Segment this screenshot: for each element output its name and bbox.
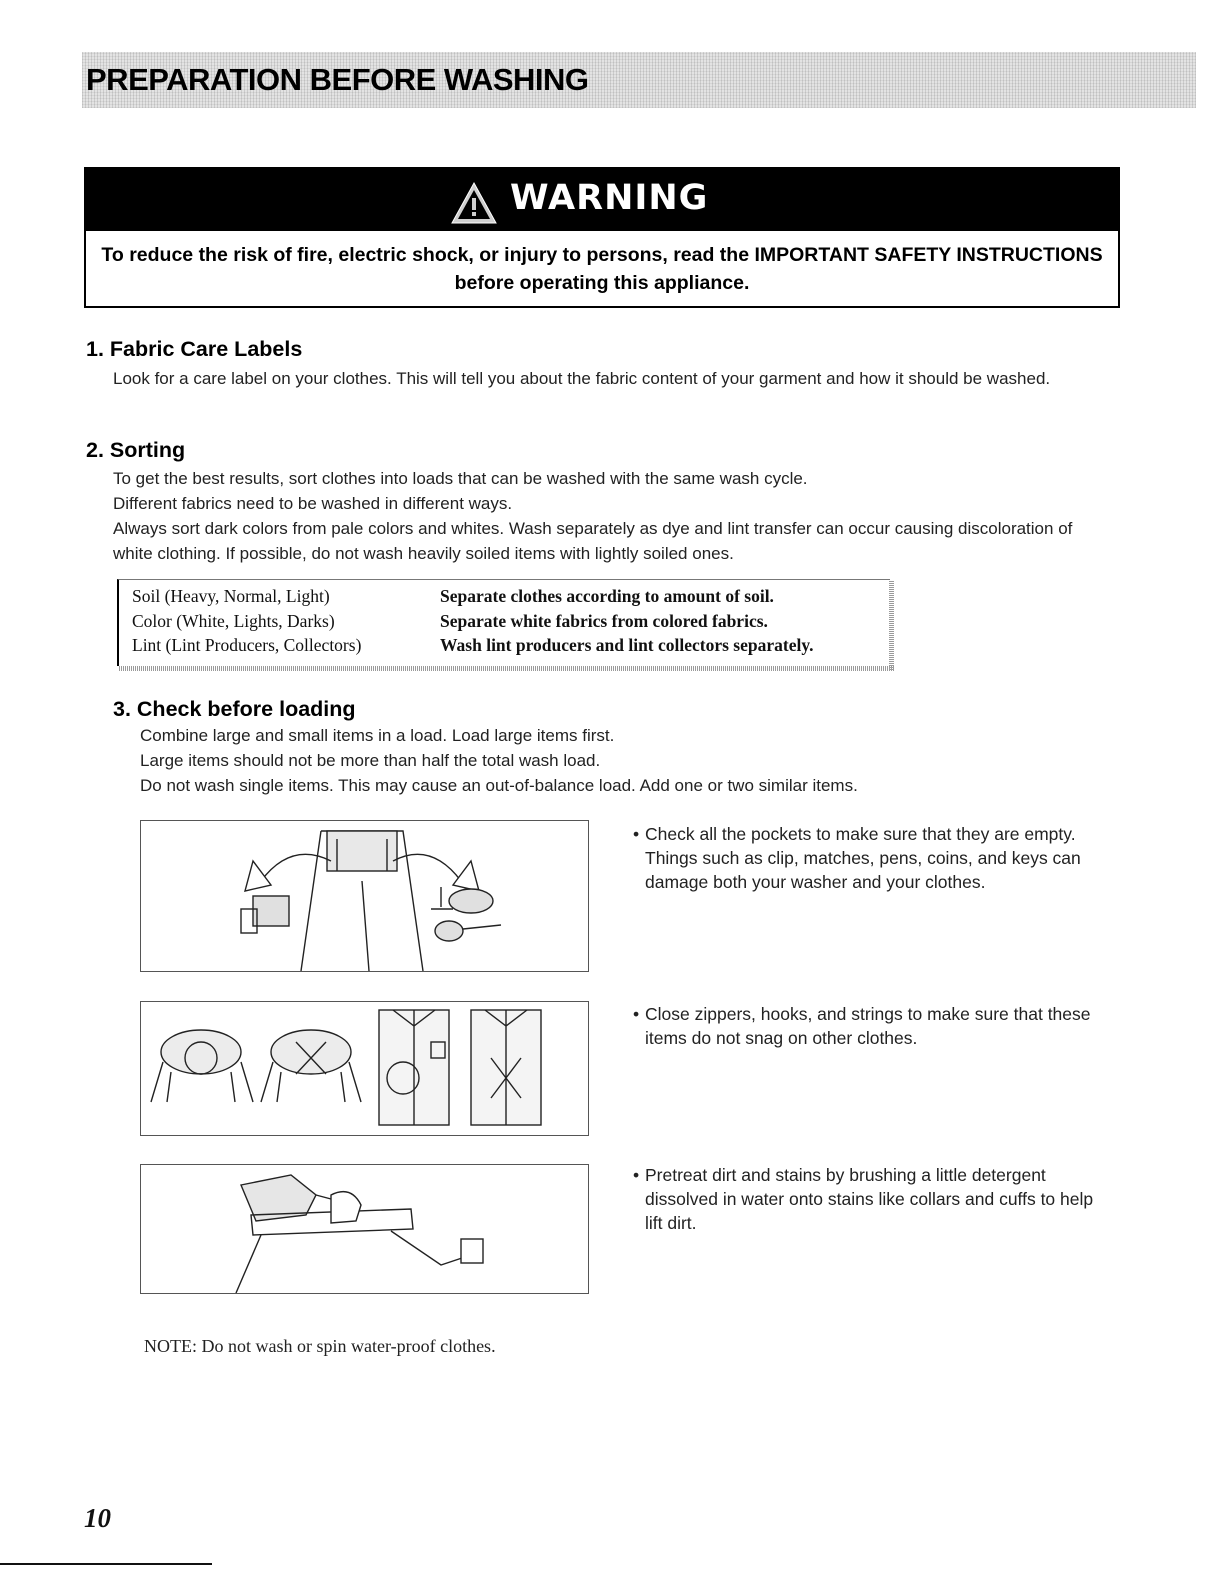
bullet-item <box>633 1163 1105 1235</box>
bullet-item <box>633 822 1105 894</box>
section-heading-check-loading: 3. Check before loading <box>113 697 356 721</box>
bullet-text: Pretreat dirt and stains by brushing a little detergent dissolved in water onto stains like collars and cuffs to help lift dirt. <box>645 1165 1094 1233</box>
table-cell-category: Color (White, Lights, Darks) <box>132 611 335 631</box>
note-text: NOTE: Do not wash or spin water-proof clothes. <box>144 1336 496 1356</box>
section-text-sorting <box>113 466 1113 566</box>
paragraph: To get the best results, sort clothes into loads that can be washed with the same wash cycle. <box>113 469 808 488</box>
table-cell-category: Soil (Heavy, Normal, Light) <box>132 586 330 606</box>
bullet-item <box>633 1002 1105 1050</box>
warning-text: To reduce the risk of fire, electric shock, or injury to persons, read the IMPORTANT SAFETY INSTRUCTIONS before operating this appliance. <box>101 244 1103 294</box>
warning-header <box>86 169 1118 231</box>
page-title: PREPARATION BEFORE WASHING <box>86 62 589 97</box>
paragraph: Combine large and small items in a load. Load large items first. <box>140 726 615 745</box>
sorting-table <box>117 579 890 666</box>
page-number: 10 <box>84 1503 111 1533</box>
warning-box <box>84 167 1120 308</box>
bullet-dot: • <box>633 1004 640 1024</box>
bottom-divider <box>0 1563 212 1565</box>
pants-pockets-icon <box>141 821 588 971</box>
bullet-dot: • <box>633 824 640 844</box>
paragraph: Always sort dark colors from pale colors and whites. Wash separately as dye and lint transfer can occur causing discoloration of white clothing. If possible, do not wash heavily soiled items with lightly soiled ones. <box>113 519 1073 563</box>
detergent-bottle-icon <box>141 1165 588 1293</box>
zipper-check-illustration <box>140 1001 589 1136</box>
bullet-text: Close zippers, hooks, and strings to make sure that these items do not snag on other clothes. <box>645 1004 1091 1048</box>
section-text-check-loading <box>140 723 1140 798</box>
table-shadow <box>889 580 894 670</box>
pretreat-illustration <box>140 1164 589 1294</box>
paragraph: Do not wash single items. This may cause an out-of-balance load. Add one or two similar items. <box>140 776 858 795</box>
paragraph: Large items should not be more than half the total wash load. <box>140 751 601 770</box>
section-heading-fabric-care: 1. Fabric Care Labels <box>86 337 303 361</box>
table-cell-category: Lint (Lint Producers, Collectors) <box>132 635 362 655</box>
section-text-fabric-care <box>113 366 1113 391</box>
zipper-jacket-icon <box>141 1002 588 1135</box>
table-cell-instruction: Wash lint producers and lint collectors separately. <box>440 635 814 655</box>
warning-triangle-icon <box>450 181 498 225</box>
bullet-dot: • <box>633 1165 640 1185</box>
paragraph: Look for a care label on your clothes. This will tell you about the fabric content of your garment and how it should be washed. <box>113 369 1051 388</box>
table-shadow <box>119 666 894 671</box>
paragraph: Different fabrics need to be washed in different ways. <box>113 494 513 513</box>
pocket-check-illustration <box>140 820 589 972</box>
table-cell-instruction: Separate white fabrics from colored fabrics. <box>440 611 768 631</box>
warning-label: WARNING <box>510 178 709 218</box>
table-cell-instruction: Separate clothes according to amount of soil. <box>440 586 774 606</box>
section-heading-sorting: 2. Sorting <box>86 438 186 462</box>
bullet-text: Check all the pockets to make sure that they are empty. Things such as clip, matches, pens, coins, and keys can damage both your washer and your clothes. <box>645 824 1081 892</box>
page-title-banner <box>82 52 1196 108</box>
